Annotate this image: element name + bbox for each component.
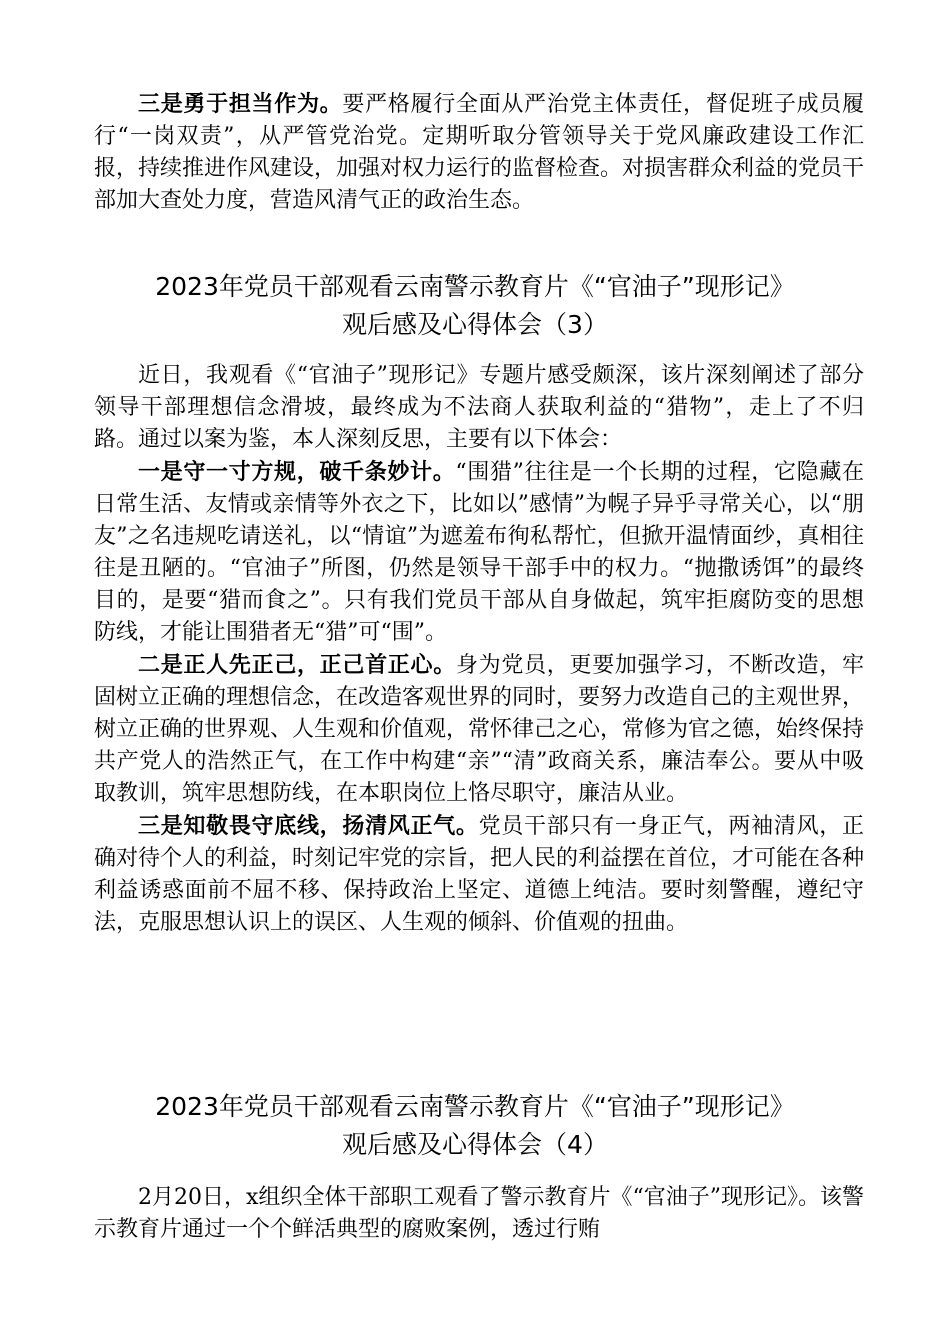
section4-body <box>94 1182 864 1246</box>
section4-title-line2: 观后感及心得体会（4） <box>342 1130 608 1159</box>
section3-point-2 <box>94 649 864 810</box>
section3-intro: 近日，我观看《“官油子”现形记》专题片感受颇深，该片深刻阐述了部分领导干部理想信念滑坡，最终成为不法商人获取利益的“猎物”，走上了不归路。通过以案为鉴，本人深刻反思，主要有以下体会： <box>94 363 864 452</box>
section3-title-line2: 观后感及心得体会（3） <box>342 310 608 339</box>
section-top <box>94 88 864 217</box>
paragraph-text: 身为党员，更要加强学习，不断改造，牢固树立正确的理想信念，在改造客观世界的同时，要努力改造自己的主观世界，树立正确的世界观、人生观和价值观，常怀律己之心，常修为官之德，始终保持共产党人的浩然正气，在工作中构建“亲”“清”政商关系，廉洁奉公。要从中吸取教训，筑牢思想防线，在本职岗位上恪尽职守，廉洁从业。 <box>94 653 865 806</box>
paragraph-lead: 一是守一寸方规，破千条妙计。 <box>138 459 456 485</box>
section4-title <box>60 1088 890 1164</box>
section3-point-3 <box>94 810 864 939</box>
section4-title-line1: 2023年党员干部观看云南警示教育片《“官油子”现形记》 <box>155 1092 795 1121</box>
paragraph-text: 党员干部只有一身正气，两袖清风，正确对待个人的利益，时刻记牢党的宗旨，把人民的利益摆在首位，才可能在各种利益诱惑面前不屈不移、保持政治上坚定、道德上纯洁。要时刻警醒，遵纪守法，克服思想认识上的误区、人生观的倾斜、价值观的扭曲。 <box>94 814 865 935</box>
paragraph-lead: 三是勇于担当作为。 <box>138 91 343 117</box>
section3-title-line1: 2023年党员干部观看云南警示教育片《“官油子”现形记》 <box>155 272 795 301</box>
section3-body <box>94 360 864 939</box>
section3-point-1 <box>94 456 864 649</box>
paragraph-lead: 二是正人先正己，正己首正心。 <box>138 652 456 678</box>
paragraph-text: “围猎”往往是一个长期的过程，它隐藏在日常生活、友情或亲情等外衣之下，比如以”感情”为幌子异乎寻常关心，以“朋友”之名违规吃请送礼，以“情谊”为遮羞布徇私帮忙，但掀开温情面纱，真相往往是丑陋的。“官油子”所图，仍然是领导干部手中的权力。“抛撒诱饵”的最终目的，是要“猎而食之”。只有我们党员干部从自身做起，筑牢拒腐防变的思想防线，才能让围猎者无“猎”可“围”。 <box>94 460 864 645</box>
section3-title <box>60 268 890 344</box>
paragraph-responsibility <box>94 88 864 217</box>
section4-intro: 2月20日，x组织全体干部职工观看了警示教育片《“官油子”现形记》。该警示教育片通过一个个鲜活典型的腐败案例，透过行贿 <box>94 1185 864 1242</box>
paragraph-lead: 三是知敬畏守底线，扬清风正气。 <box>138 813 479 839</box>
paragraph-text: 要严格履行全面从严治党主体责任，督促班子成员履行“一岗双责”，从严管党治党。定期听取分管领导关于党风廉政建设工作汇报，持续推进作风建设，加强对权力运行的监督检查。对损害群众利益的党员干部加大查处力度，营造风清气正的政治生态。 <box>94 92 865 213</box>
